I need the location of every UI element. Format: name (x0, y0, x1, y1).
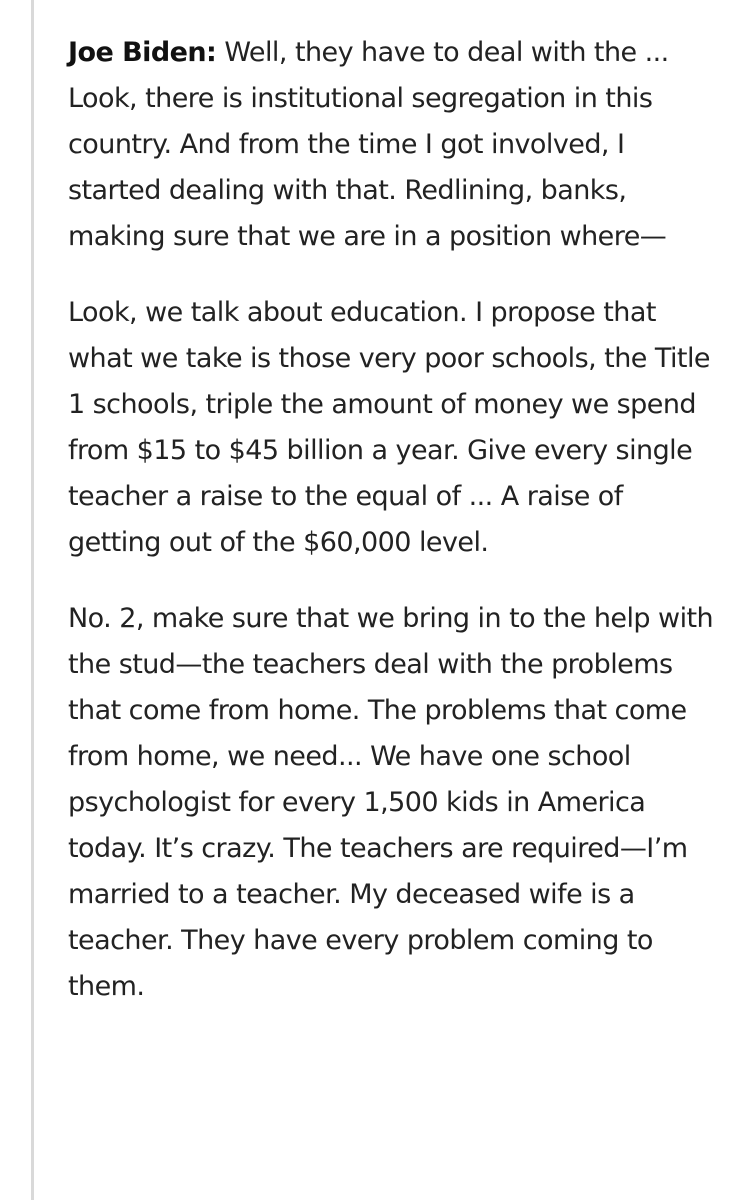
paragraph-2-text: Look, we talk about education. I propose that what we take is those very poor schools, the Title 1 schools, triple the amount of money we spend from $15 to $45 billion a year. Give every single teacher a raise to the equal of ... A raise of getting out of the $60,000 level. (68, 297, 710, 558)
paragraph-3-text: No. 2, make sure that we bring in to the help with the stud—the teachers deal with the problems that come from home. The problems that come from home, we need... We have one school psychologist for every 1,500 kids in America today. It’s crazy. The teachers are required—I’m married to a teacher. My deceased wife is a teacher. They have every problem coming to them. (68, 603, 714, 1002)
quote-left-border (31, 0, 34, 1200)
paragraph-3 (68, 596, 718, 1010)
speaker-name: Joe Biden: (68, 37, 217, 68)
paragraph-1-text: Well, they have to deal with the ... Look, there is institutional segregation in this country. And from the time I got involved, I started dealing with that. Redlining, banks, making sure that we are in a position where— (68, 37, 669, 252)
transcript-body (68, 30, 718, 1040)
paragraph-2 (68, 290, 718, 566)
paragraph-1 (68, 30, 718, 260)
